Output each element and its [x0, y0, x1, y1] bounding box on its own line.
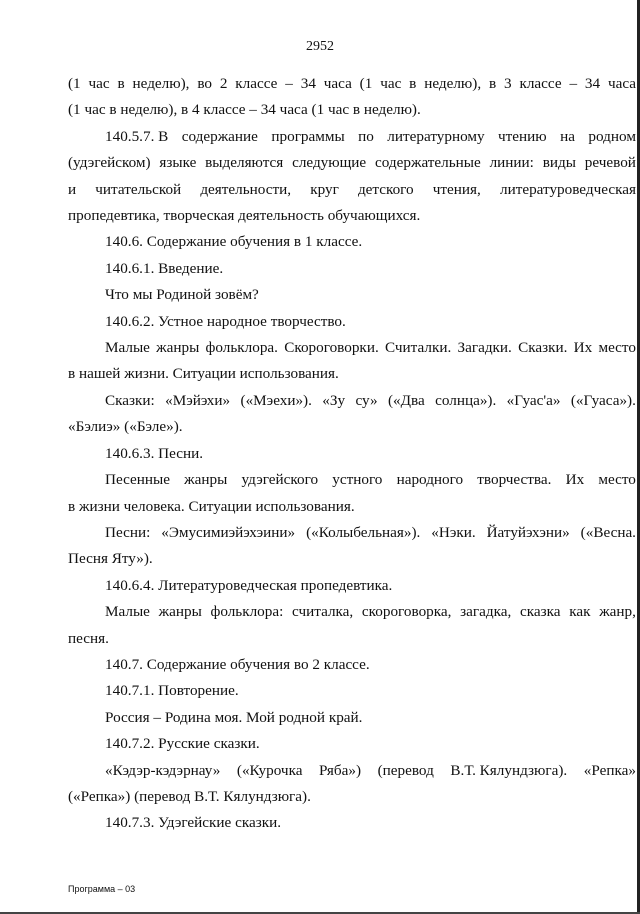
word: место	[598, 471, 636, 489]
section-heading: 140.6.1. Введение.	[105, 259, 224, 277]
word: Песенные	[105, 471, 170, 489]
word: устного	[332, 471, 383, 489]
word: Ряба»)	[319, 761, 362, 779]
word: 34	[584, 75, 601, 92]
text-line	[68, 150, 636, 176]
text-line: в нашей жизни. Ситуации использования.	[68, 365, 339, 383]
text-line: Что мы Родиной зовём?	[105, 286, 259, 304]
word: Малые	[105, 603, 150, 621]
word: «Нэки.	[431, 523, 476, 541]
text-line: (1 час в неделю), в 4 классе – 34 часа (1 час в неделю).	[68, 101, 421, 119]
word: час	[88, 75, 110, 92]
word: «Зу	[322, 391, 346, 409]
word: программы	[271, 127, 345, 145]
word: солнца»).	[435, 391, 497, 409]
word: родном	[588, 127, 636, 145]
section-heading: 140.7. Содержание обучения во 2 классе.	[105, 655, 370, 673]
text-line	[68, 335, 636, 361]
word: В.Т. Кялундзюга).	[450, 761, 568, 779]
word: Скороговорки.	[284, 339, 379, 357]
section-heading: 140.7.3. Удэгейские сказки.	[105, 814, 282, 832]
word: чтения,	[432, 180, 481, 198]
word: неделю),	[424, 75, 482, 92]
word: («Курочка	[236, 761, 303, 779]
word: фольклора:	[210, 603, 284, 621]
word: «Репка»	[583, 761, 636, 779]
word: чтению	[498, 127, 547, 145]
word: Считалки.	[384, 339, 452, 357]
word: в	[117, 75, 125, 92]
word: неделю),	[132, 75, 190, 92]
word: (1	[359, 75, 373, 92]
page-number: 2952	[306, 39, 334, 54]
word: «Гуас'а»	[506, 391, 561, 409]
word: («Весна.	[580, 523, 636, 541]
section-heading: 140.7.2. Русские сказки.	[105, 735, 260, 753]
word: речевой	[584, 154, 636, 172]
text-line	[68, 467, 636, 493]
word: жанры	[184, 471, 228, 489]
text-line: («Репка») (перевод В.Т. Кялундзюга).	[68, 787, 311, 805]
word: классе	[519, 75, 562, 92]
word: языке	[159, 154, 197, 172]
word: по	[358, 127, 374, 145]
section-heading: 140.6.3. Песни.	[105, 444, 204, 462]
word: загадка,	[460, 603, 512, 621]
word: (удэгейском)	[68, 154, 151, 172]
word: деятельности,	[200, 180, 292, 198]
word: («Колыбельная»).	[306, 523, 421, 541]
word: жанры	[156, 339, 200, 357]
word: линии:	[489, 154, 534, 172]
word: 140.5.7. В	[105, 127, 169, 145]
section-heading: 140.6.4. Литературоведческая пропедевтика.	[105, 576, 393, 594]
text-line	[68, 599, 636, 625]
word: читательской	[95, 180, 182, 198]
text-line: пропедевтика, творческая деятельность обучающихся.	[68, 207, 421, 225]
word: круг	[310, 180, 339, 198]
word: Сказки:	[105, 391, 155, 409]
word: (1	[68, 75, 81, 92]
word: народного	[396, 471, 464, 489]
word: во	[197, 75, 212, 92]
word: фольклора.	[205, 339, 278, 357]
text-line: в жизни человека. Ситуации использования.	[68, 497, 355, 515]
text-line	[68, 520, 636, 546]
word: считалка,	[292, 603, 354, 621]
word: Песни:	[105, 523, 151, 541]
word: литературоведческая	[499, 180, 636, 198]
word: Их	[573, 339, 593, 357]
word: содержательные	[375, 154, 481, 172]
word: –	[285, 75, 293, 92]
word: виды	[542, 154, 576, 172]
word: жанр,	[599, 603, 636, 621]
word: 3	[504, 75, 512, 92]
section-heading: 140.6.2. Устное народное творчество.	[105, 312, 346, 330]
word: сказка	[519, 603, 561, 621]
word: «Эмусимиэйэхэини»	[161, 523, 296, 541]
word: в	[409, 75, 417, 92]
word: в	[488, 75, 497, 92]
text-line: песня.	[68, 629, 109, 647]
word: Сказки.	[518, 339, 568, 357]
word: Малые	[105, 339, 150, 357]
word: Йатуйэхэни»	[486, 523, 570, 541]
word: «Мэйэхи»	[165, 391, 231, 409]
word: часа	[607, 75, 636, 92]
word: (перевод	[377, 761, 434, 779]
text-line: Россия – Родина моя. Мой родной край.	[105, 708, 363, 726]
word: час	[380, 75, 402, 92]
word: («Два	[387, 391, 425, 409]
footer-label: Программа – 03	[68, 884, 136, 894]
word: классе	[235, 75, 278, 92]
word: («Мэехи»).	[240, 391, 312, 409]
word: Загадки.	[457, 339, 512, 357]
word: 34	[300, 75, 316, 92]
word: удэгейского	[241, 471, 319, 489]
text-line	[68, 124, 636, 150]
word: скороговорка,	[361, 603, 452, 621]
text-line	[68, 388, 636, 414]
word: Их	[565, 471, 585, 489]
text-line: Песня Яту»).	[68, 550, 153, 568]
word: су»	[355, 391, 378, 409]
word: место	[598, 339, 636, 357]
section-heading: 140.7.1. Повторение.	[105, 682, 239, 700]
word: –	[569, 75, 578, 92]
word: на	[560, 127, 575, 145]
word: («Гуаса»).	[570, 391, 636, 409]
text-line	[68, 177, 636, 203]
word: 2	[219, 75, 228, 92]
text-line: «Бэлиэ» («Бэле»).	[68, 418, 183, 436]
word: литературному	[387, 127, 485, 145]
word: и	[68, 180, 77, 198]
section-heading: 140.6. Содержание обучения в 1 классе.	[105, 233, 363, 251]
text-line	[68, 71, 636, 97]
word: «Кэдэр-кэдэрнау»	[105, 761, 221, 779]
word: как	[569, 603, 591, 621]
document-body	[68, 71, 636, 837]
word: выделяются	[205, 154, 284, 172]
word: следующие	[292, 154, 367, 172]
word: часа	[323, 75, 352, 92]
word: творчества.	[477, 471, 552, 489]
word: жанры	[158, 603, 202, 621]
word: детского	[357, 180, 414, 198]
word: содержание	[181, 127, 258, 145]
text-line	[68, 758, 636, 784]
